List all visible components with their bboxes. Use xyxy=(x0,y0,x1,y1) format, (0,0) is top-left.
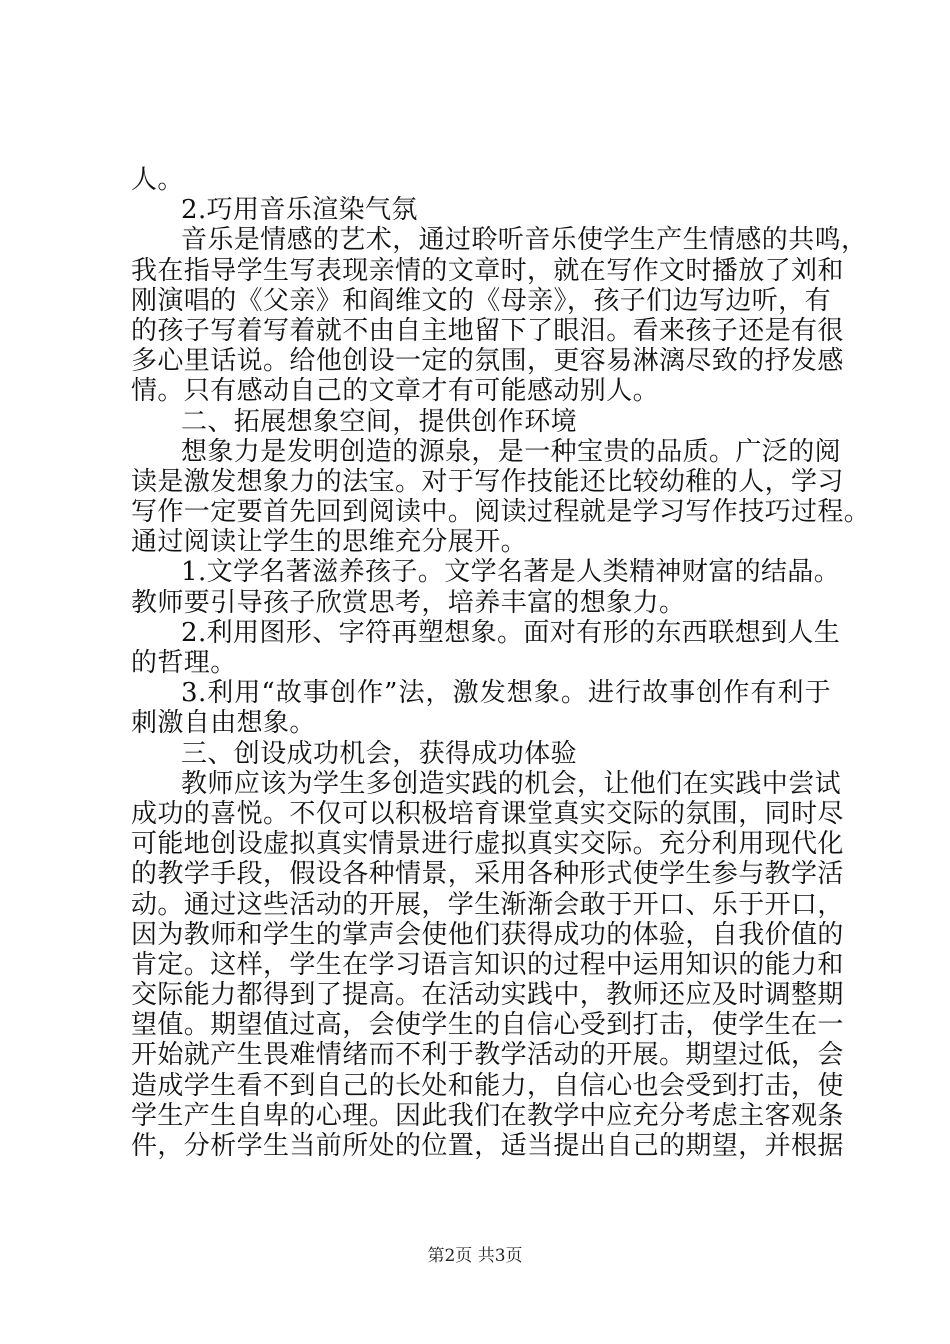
document-body xyxy=(131,165,871,1161)
text-line: 读是激发想象力的法宝。对于写作技能还比较幼稚的人，学习 xyxy=(131,466,844,497)
text-line: 写作一定要首先回到阅读中。阅读过程就是学习写作技巧过程。 xyxy=(131,497,871,528)
text-line: 教师应该为学生多创造实践的机会，让他们在实践中尝试 xyxy=(181,768,842,799)
text-line: 动。通过这些活动的开展，学生渐渐会敢于开口、乐于开口， xyxy=(131,889,844,920)
text-line: 学生产生自卑的心理。因此我们在教学中应充分考虑主客观条 xyxy=(131,1100,844,1131)
text-line: 望值。期望值过高，会使学生的自信心受到打击，使学生在一 xyxy=(131,1010,844,1041)
text-line: 3.利用“故事创作”法，激发想象。进行故事创作有利于 xyxy=(181,678,831,709)
text-line: 我在指导学生写表现亲情的文章时，就在写作文时播放了刘和 xyxy=(131,255,844,286)
text-line: 通过阅读让学生的思维充分展开。 xyxy=(131,527,528,558)
text-line: 开始就产生畏难情绪而不利于教学活动的开展。期望过低，会 xyxy=(131,1040,844,1071)
text-line: 造成学生看不到自己的长处和能力，自信心也会受到打击，使 xyxy=(131,1070,844,1101)
text-line: 1.文学名著滋养孩子。文学名著是人类精神财富的结晶。 xyxy=(181,557,841,588)
text-line: 交际能力都得到了提高。在活动实践中，教师还应及时调整期 xyxy=(131,980,844,1011)
text-line: 多心里话说。给他创设一定的氛围，更容易淋漓尽致的抒发感 xyxy=(131,346,844,377)
text-line: 因为教师和学生的掌声会使他们获得成功的体验，自我价值的 xyxy=(131,919,844,950)
text-line: 音乐是情感的艺术，通过聆听音乐使学生产生情感的共鸣， xyxy=(181,225,868,256)
text-line: 肯定。这样，学生在学习语言知识的过程中运用知识的能力和 xyxy=(131,949,844,980)
text-line: 2.巧用音乐渲染气氛 xyxy=(181,195,418,226)
text-line: 件，分析学生当前所处的位置，适当提出自己的期望，并根据 xyxy=(131,1131,844,1161)
text-line: 的教学手段，假设各种情景，采用各种形式使学生参与教学活 xyxy=(131,859,844,890)
text-line: 可能地创设虚拟真实情景进行虚拟真实交际。充分利用现代化 xyxy=(131,829,844,860)
text-line: 教师要引导孩子欣赏思考，培养丰富的想象力。 xyxy=(131,587,686,618)
text-line: 的孩子写着写着就不由自主地留下了眼泪。看来孩子还是有很 xyxy=(131,315,844,346)
page-footer xyxy=(0,1241,950,1266)
text-line: 刚演唱的《父亲》和阎维文的《母亲》，孩子们边写边听，有 xyxy=(131,285,831,316)
text-line: 成功的喜悦。不仅可以积极培育课堂真实交际的氛围，同时尽 xyxy=(131,798,844,829)
text-line: 二、拓展想象空间，提供创作环境 xyxy=(181,406,578,437)
page-number-label: 第2页 共3页 xyxy=(427,1246,523,1266)
text-line: 想象力是发明创造的源泉，是一种宝贵的品质。广泛的阅 xyxy=(181,436,842,467)
text-line: 人。 xyxy=(131,165,184,195)
text-line: 2.利用图形、字符再塑想象。面对有形的东西联想到人生 xyxy=(181,617,841,648)
text-line: 三、创设成功机会，获得成功体验 xyxy=(181,738,578,769)
text-line: 的哲理。 xyxy=(131,648,237,678)
text-line: 情。只有感动自己的文章才有可能感动别人。 xyxy=(131,376,660,407)
text-line: 刺激自由想象。 xyxy=(131,708,316,739)
